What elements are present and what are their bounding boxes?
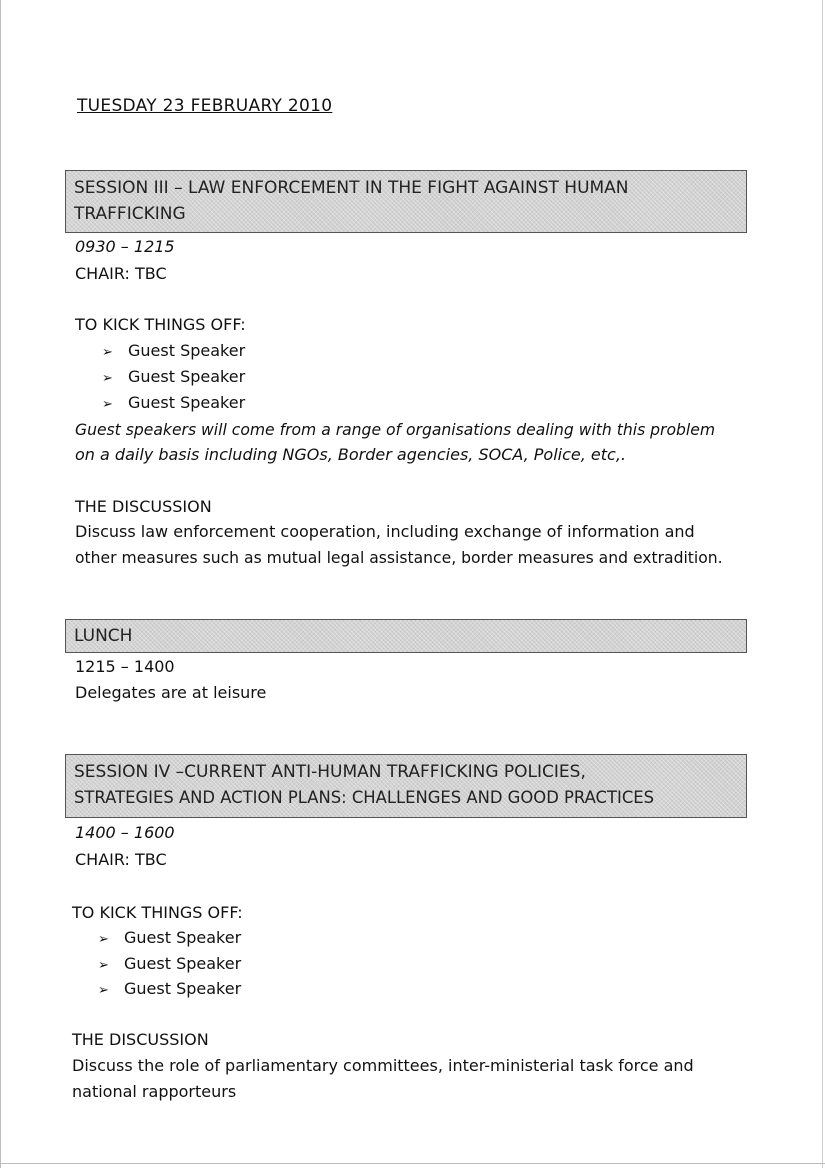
session-4-kickoff-heading: TO KICK THINGS OFF: [72, 903, 243, 922]
session-3-discussion-heading: THE DISCUSSION [75, 497, 212, 516]
speaker-label: Guest Speaker [124, 979, 242, 998]
arrow-bullet-icon: ➢ [98, 983, 109, 998]
session-4-chair: CHAIR: TBC [75, 850, 167, 869]
session-3-title-line-2: TRAFFICKING [74, 204, 186, 224]
session-3-speaker-item [102, 340, 245, 364]
page-edge-right [822, 0, 823, 1168]
arrow-bullet-icon: ➢ [102, 345, 113, 360]
lunch-time: 1215 – 1400 [75, 657, 175, 676]
speaker-label: Guest Speaker [128, 341, 246, 360]
speaker-label: Guest Speaker [124, 954, 242, 973]
speaker-label: Guest Speaker [128, 393, 246, 412]
session-4-discussion-heading: THE DISCUSSION [72, 1030, 209, 1049]
session-3-speaker-item [102, 392, 245, 416]
page-edge-bottom [0, 1163, 825, 1164]
session-4-title-bar [65, 754, 747, 818]
session-3-discussion-line-2: other measures such as mutual legal assistance, border measures and extradition. [75, 549, 723, 567]
date-heading: TUESDAY 23 FEBRUARY 2010 [77, 96, 333, 116]
lunch-note: Delegates are at leisure [75, 683, 267, 702]
session-3-title-line-1: SESSION III – LAW ENFORCEMENT IN THE FIGHT AGAINST HUMAN [74, 178, 629, 198]
lunch-title: LUNCH [74, 626, 133, 646]
speaker-label: Guest Speaker [128, 367, 246, 386]
session-3-kickoff-heading: TO KICK THINGS OFF: [75, 315, 246, 334]
session-4-discussion-line-1: Discuss the role of parliamentary committees, inter-ministerial task force and [72, 1056, 694, 1075]
session-3-note-line-1: Guest speakers will come from a range of organisations dealing with this problem [75, 421, 716, 439]
session-4-speaker-item [98, 953, 241, 977]
arrow-bullet-icon: ➢ [98, 932, 109, 947]
lunch-title-bar [65, 619, 747, 653]
session-4-title-line-2: STRATEGIES AND ACTION PLANS: CHALLENGES AND GOOD PRACTICES [74, 788, 655, 807]
session-4-discussion-line-2: national rapporteurs [72, 1082, 237, 1101]
session-3-title-bar [65, 170, 747, 233]
session-4-speaker-item [98, 978, 241, 1002]
arrow-bullet-icon: ➢ [102, 397, 113, 412]
arrow-bullet-icon: ➢ [98, 958, 109, 973]
session-4-speaker-item [98, 927, 241, 951]
session-3-chair: CHAIR: TBC [75, 264, 167, 283]
session-4-time: 1400 – 1600 [75, 823, 175, 842]
session-3-time: 0930 – 1215 [75, 237, 175, 256]
arrow-bullet-icon: ➢ [102, 371, 113, 386]
session-3-speaker-item [102, 366, 245, 390]
session-3-note-line-2: on a daily basis including NGOs, Border agencies, SOCA, Police, etc,. [75, 445, 627, 464]
session-4-title-line-1: SESSION IV –CURRENT ANTI-HUMAN TRAFFICKING POLICIES, [74, 762, 586, 782]
session-3-discussion-line-1: Discuss law enforcement cooperation, including exchange of information and [75, 522, 695, 541]
speaker-label: Guest Speaker [124, 928, 242, 947]
page-edge-left [0, 0, 1, 1168]
